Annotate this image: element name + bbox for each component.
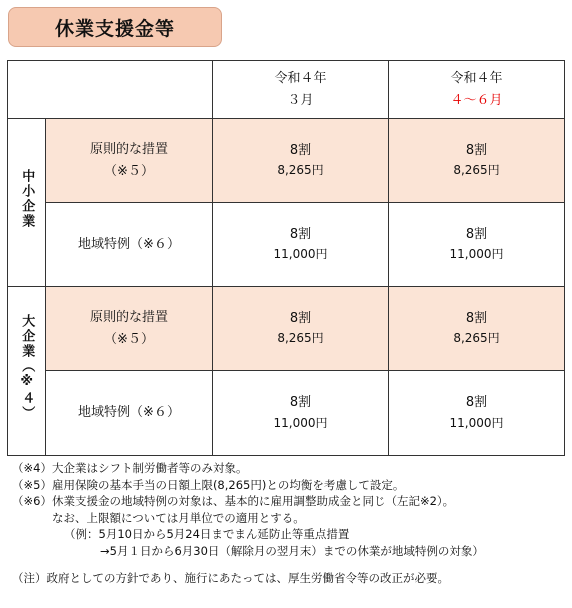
- row-label-note: （※５）: [104, 331, 154, 347]
- value-cell: [213, 287, 389, 371]
- group-large: [8, 287, 46, 456]
- rate-value: 8割: [289, 310, 312, 326]
- row-label-cell: [46, 371, 213, 456]
- header-march-year: 令和４年: [274, 71, 327, 87]
- value-cell: [213, 371, 389, 456]
- note-6: （※6）休業支援金の地域特例の対象は、基本的に雇用調整助成金と同じ（左記※2）。: [12, 494, 455, 508]
- header-aprjun-year: 令和４年: [450, 71, 503, 87]
- row-label-cell: [46, 203, 213, 287]
- header-march: [213, 61, 389, 119]
- note-5: （※5）雇用保険の基本手当の日額上限(8,265円)との均衡を考慮して設定。: [12, 477, 405, 492]
- note-6-detail: なお、上限額については月単位での適用とする。: [52, 510, 305, 525]
- note-4: （※4）大企業はシフト制労働者等のみ対象。: [12, 461, 248, 475]
- rate-value: 8割: [289, 395, 312, 411]
- group-large-label: 大企業（※４）: [19, 313, 35, 421]
- value-cell: [389, 287, 565, 371]
- header-march-month: ３月: [287, 92, 314, 108]
- header-empty-cell: [8, 61, 213, 119]
- row-label-cell: [46, 119, 213, 203]
- cap-value: 11,000円: [449, 415, 504, 430]
- cap-value: 8,265円: [453, 163, 500, 178]
- rate-value: 8割: [465, 226, 488, 242]
- table-row: [8, 119, 565, 203]
- group-sme-label: 中小企業: [19, 168, 35, 229]
- value-cell: [389, 119, 565, 203]
- table-row: [8, 287, 565, 371]
- group-sme: [8, 119, 46, 287]
- value-cell: [213, 203, 389, 287]
- subsidy-table: [7, 60, 565, 456]
- rate-value: 8割: [289, 226, 312, 242]
- header-aprjun-month: ４～６月: [450, 92, 503, 108]
- row-label: 地域特例（※６）: [78, 236, 180, 252]
- row-label: 地域特例（※６）: [78, 405, 180, 421]
- value-cell: [389, 203, 565, 287]
- rate-value: 8割: [289, 142, 312, 158]
- table-header-row: [8, 61, 565, 119]
- row-label-note: （※５）: [104, 163, 154, 179]
- cap-value: 8,265円: [277, 331, 324, 346]
- cap-value: 11,000円: [273, 415, 328, 430]
- row-label: 原則的な措置: [89, 310, 168, 326]
- rate-value: 8割: [465, 142, 488, 158]
- cap-value: 8,265円: [453, 331, 500, 346]
- footer-note: （注）政府としての方針であり、施行にあたっては、厚生労働省令等の改正が必要。: [12, 571, 449, 585]
- cap-value: 11,000円: [273, 247, 328, 262]
- table-row: [8, 203, 565, 287]
- row-label-cell: [46, 287, 213, 371]
- cap-value: 11,000円: [449, 247, 504, 262]
- footnotes: [12, 460, 564, 587]
- note-6-example: （例：5月10日から5月24日までまん延防止等重点措置: [64, 527, 350, 541]
- header-apr-jun: [389, 61, 565, 119]
- row-label: 原則的な措置: [89, 142, 168, 158]
- note-6-example-cont: →5月１日から6月30日（解除月の翌月末）までの休業が地域特例の対象）: [100, 543, 484, 558]
- page-title: 休業支援金等: [8, 7, 222, 47]
- rate-value: 8割: [465, 310, 488, 326]
- table-row: [8, 371, 565, 456]
- value-cell: [213, 119, 389, 203]
- value-cell: [389, 371, 565, 456]
- rate-value: 8割: [465, 395, 488, 411]
- cap-value: 8,265円: [277, 163, 324, 178]
